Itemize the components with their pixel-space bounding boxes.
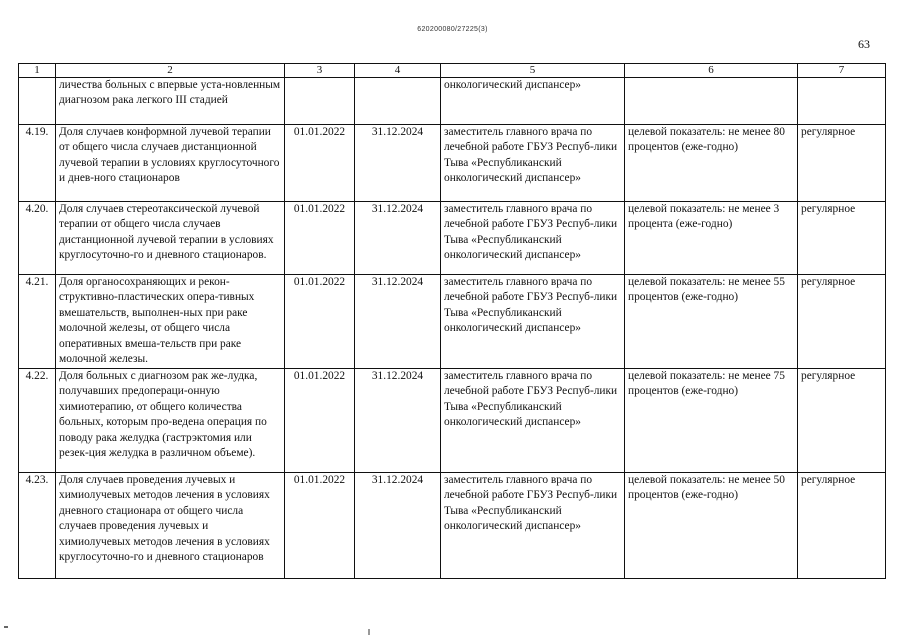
row-number-cell: 4.20. xyxy=(19,202,56,275)
indicator-cell: Доля случаев конформной лучевой терапии от общего числа случаев дистанционной лучевой терапии в условиях круглосуточного и днев-ного стационаров xyxy=(56,125,285,202)
row-number-cell xyxy=(19,78,56,125)
table-row xyxy=(19,125,886,202)
start-date-cell: 01.01.2022 xyxy=(285,369,355,473)
responsible-cell: заместитель главного врача по лечебной работе ГБУЗ Респуб-лики Тыва «Республиканский онкологический диспансер» xyxy=(441,369,625,473)
target-cell: целевой показатель: не менее 3 процента (еже-годно) xyxy=(625,202,798,275)
scan-artifact xyxy=(368,629,370,635)
table-row xyxy=(19,473,886,579)
start-date-cell: 01.01.2022 xyxy=(285,473,355,579)
frequency-cell: регулярное xyxy=(798,369,886,473)
column-header: 3 xyxy=(285,64,355,78)
column-header: 6 xyxy=(625,64,798,78)
target-cell: целевой показатель: не менее 55 процентов (еже-годно) xyxy=(625,275,798,369)
row-number-cell: 4.21. xyxy=(19,275,56,369)
target-cell: целевой показатель: не менее 80 процентов (еже-годно) xyxy=(625,125,798,202)
page-number: 63 xyxy=(858,37,870,51)
indicator-cell: Доля больных с диагнозом рак же-лудка, получавших предопераци-онную химиотерапию, от общего количества больных, которым про-ведена операция по поводу рака желудка (гастрэктомия или резек-ция желудка в различном объеме). xyxy=(56,369,285,473)
measures-table xyxy=(18,63,886,579)
responsible-cell: онкологический диспансер» xyxy=(441,78,625,125)
indicator-cell: Доля органосохраняющих и рекон-структивно-пластических опера-тивных вмешательств, выполнен-ных при раке молочной железы, от общего числа оперативных вмеша-тельств при раке молочной железы. xyxy=(56,275,285,369)
end-date-cell: 31.12.2024 xyxy=(355,125,441,202)
column-header: 5 xyxy=(441,64,625,78)
end-date-cell: 31.12.2024 xyxy=(355,202,441,275)
row-number-cell: 4.22. xyxy=(19,369,56,473)
target-cell: целевой показатель: не менее 50 процентов (еже-годно) xyxy=(625,473,798,579)
end-date-cell: 31.12.2024 xyxy=(355,275,441,369)
column-header: 7 xyxy=(798,64,886,78)
column-header: 1 xyxy=(19,64,56,78)
start-date-cell: 01.01.2022 xyxy=(285,202,355,275)
table-row-continuation xyxy=(19,78,886,125)
start-date-cell: 01.01.2022 xyxy=(285,125,355,202)
frequency-cell: регулярное xyxy=(798,202,886,275)
responsible-cell: заместитель главного врача по лечебной работе ГБУЗ Респуб-лики Тыва «Республиканский онкологический диспансер» xyxy=(441,275,625,369)
frequency-cell: регулярное xyxy=(798,275,886,369)
frequency-cell: регулярное xyxy=(798,125,886,202)
indicator-cell: личества больных с впервые уста-новленным диагнозом рака легкого III стадией xyxy=(56,78,285,125)
column-number-header xyxy=(19,64,886,78)
start-date-cell: 01.01.2022 xyxy=(285,275,355,369)
row-number-cell: 4.23. xyxy=(19,473,56,579)
end-date-cell xyxy=(355,78,441,125)
indicator-cell: Доля случаев стереотаксической лучевой терапии от общего числа случаев дистанционной лучевой терапии в условиях круглосуточно-го и дневного стационаров. xyxy=(56,202,285,275)
responsible-cell: заместитель главного врача по лечебной работе ГБУЗ Респуб-лики Тыва «Республиканский онкологический диспансер» xyxy=(441,473,625,579)
scan-artifact xyxy=(4,626,8,628)
end-date-cell: 31.12.2024 xyxy=(355,369,441,473)
row-number-cell: 4.19. xyxy=(19,125,56,202)
frequency-cell xyxy=(798,78,886,125)
target-cell xyxy=(625,78,798,125)
responsible-cell: заместитель главного врача по лечебной работе ГБУЗ Респуб-лики Тыва «Республиканский онкологический диспансер» xyxy=(441,125,625,202)
document-code: 620200080/27225(3) xyxy=(417,26,488,33)
indicator-cell: Доля случаев проведения лучевых и химиолучевых методов лечения в условиях дневного стационара от общего числа случаев проведения лучевых и химиолучевых методов лечения в условиях круглосуточно-го и дневного стационаров xyxy=(56,473,285,579)
table-row xyxy=(19,369,886,473)
frequency-cell: регулярное xyxy=(798,473,886,579)
responsible-cell: заместитель главного врача по лечебной работе ГБУЗ Респуб-лики Тыва «Республиканский онкологический диспансер» xyxy=(441,202,625,275)
table-row xyxy=(19,202,886,275)
column-header: 4 xyxy=(355,64,441,78)
start-date-cell xyxy=(285,78,355,125)
target-cell: целевой показатель: не менее 75 процентов (еже-годно) xyxy=(625,369,798,473)
end-date-cell: 31.12.2024 xyxy=(355,473,441,579)
table-row xyxy=(19,275,886,369)
column-header: 2 xyxy=(56,64,285,78)
